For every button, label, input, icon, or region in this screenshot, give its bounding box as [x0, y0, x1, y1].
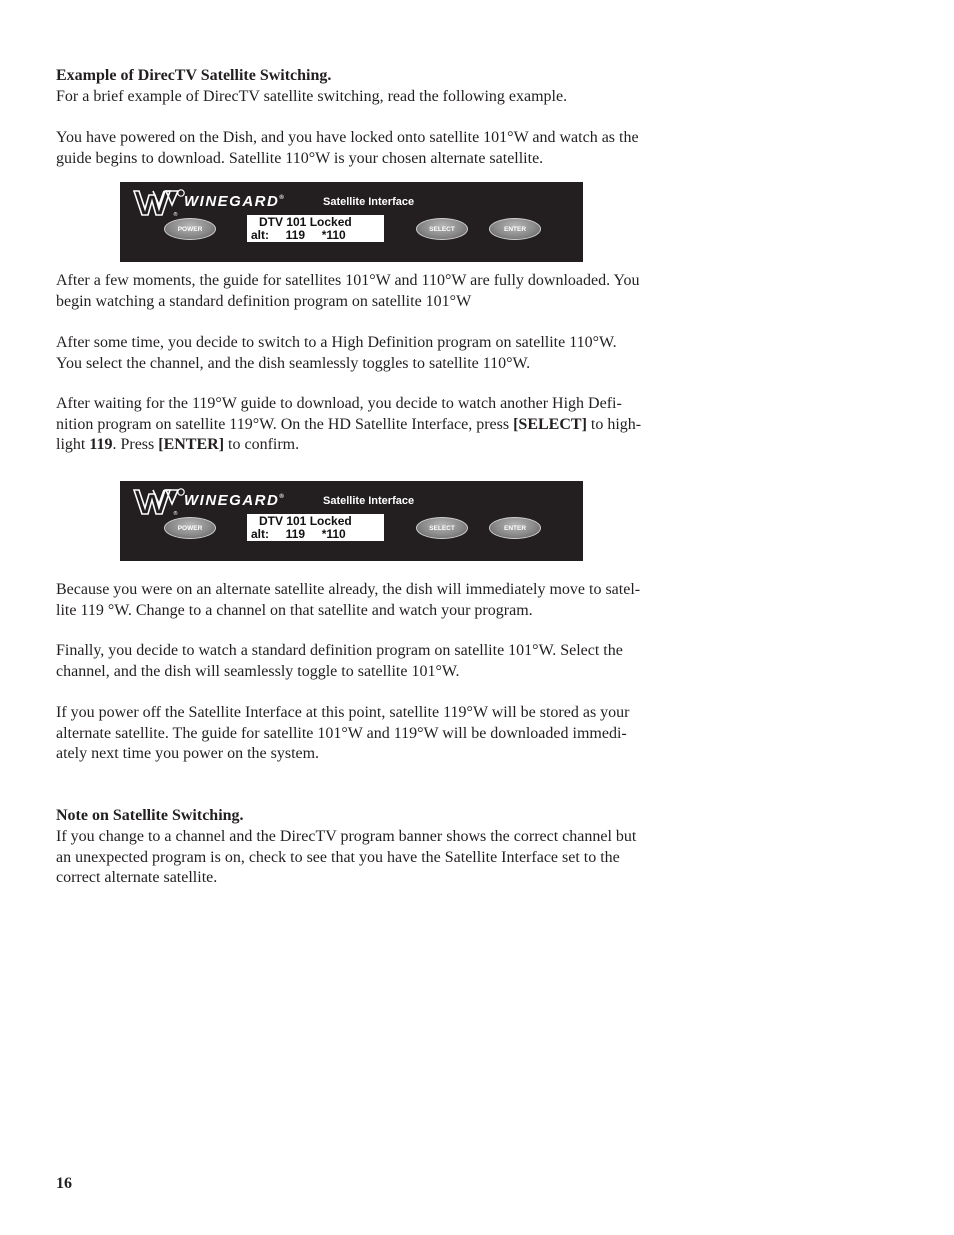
text-line: Because you were on an alternate satellite already, the dish will immediately move to satel-	[56, 581, 641, 598]
panel-subtitle: Satellite Interface	[323, 495, 415, 507]
enter-button[interactable]: ENTER	[489, 517, 541, 539]
select-button[interactable]: SELECT	[416, 218, 468, 240]
paragraph-2	[56, 271, 696, 312]
section-heading-note: Note on Satellite Switching.	[56, 807, 244, 824]
text-line: After a few moments, the guide for satellites 101°W and 110°W are fully downloaded. You	[56, 272, 640, 289]
lcd-alt-line: alt: 119 *110	[251, 526, 346, 541]
text-line: correct alternate satellite.	[56, 869, 218, 887]
text-segment: nition program on satellite 119°W. On the HD Satellite Interface, press	[56, 415, 514, 433]
lcd-display	[247, 514, 384, 541]
text-segment: . Press	[112, 436, 159, 454]
power-button[interactable]: POWER	[164, 517, 216, 539]
lcd-status-line: DTV 101 Locked	[259, 215, 352, 229]
text-line: an unexpected program is on, check to see that you have the Satellite Interface set to the	[56, 848, 620, 866]
text-line: If you power off the Satellite Interface at this point, satellite 119°W will be stored as your	[56, 704, 630, 721]
lcd-alt-line: alt: 119 *110	[251, 227, 346, 242]
text-line: Finally, you decide to watch a standard definition program on satellite 101°W. Select the	[56, 642, 623, 659]
satellite-interface-panel	[120, 481, 583, 561]
brand-name: WINEGARD®	[184, 492, 284, 509]
text-segment: light	[56, 436, 90, 454]
select-button[interactable]: SELECT	[416, 517, 468, 539]
enter-button[interactable]: ENTER	[489, 218, 541, 240]
text-line: ately next time you power on the system.	[56, 745, 320, 763]
paragraph-6	[56, 641, 696, 682]
paragraph-3	[56, 333, 696, 374]
paragraph-1	[56, 128, 696, 169]
paragraph-4	[56, 394, 696, 456]
winegard-logo-icon	[133, 488, 185, 516]
page-number: 16	[56, 1175, 72, 1192]
text-line: You have powered on the Dish, and you have locked onto satellite 101°W and watch as the	[56, 129, 639, 146]
text-line: guide begins to download. Satellite 110°W is your chosen alternate satellite.	[56, 149, 544, 167]
section-heading-example: Example of DirecTV Satellite Switching.	[56, 67, 332, 84]
text-line: If you change to a channel and the DirecTV program banner shows the correct channel but	[56, 828, 637, 845]
winegard-logo-icon	[133, 189, 185, 217]
text-segment: to confirm.	[224, 436, 300, 454]
text-line: You select the channel, and the dish seamlessly toggles to satellite 110°W.	[56, 354, 531, 372]
text-segment: to high-	[586, 415, 642, 433]
text-line: After waiting for the 119°W guide to download, you decide to watch another High Defi-	[56, 395, 622, 412]
power-button[interactable]: POWER	[164, 218, 216, 240]
text-line: channel, and the dish will seamlessly toggle to satellite 101°W.	[56, 662, 460, 680]
lcd-display	[247, 215, 384, 242]
lcd-status-line: DTV 101 Locked	[259, 514, 352, 528]
satellite-interface-panel	[120, 182, 583, 262]
panel-subtitle: Satellite Interface	[323, 196, 415, 208]
paragraph-7	[56, 703, 696, 765]
svg-text:®: ®	[173, 212, 178, 217]
text-line: alternate satellite. The guide for satellite 101°W and 119°W will be downloaded immedi-	[56, 724, 627, 742]
note-paragraph	[56, 827, 696, 889]
svg-text:®: ®	[173, 511, 178, 516]
intro-text: For a brief example of DirecTV satellite switching, read the following example.	[56, 88, 568, 105]
enter-key-label: [ENTER]	[158, 436, 225, 454]
text-line: begin watching a standard definition program on satellite 101°W	[56, 292, 472, 310]
select-key-label: [SELECT]	[513, 415, 587, 433]
text-line: After some time, you decide to switch to a High Definition program on satellite 110°W.	[56, 334, 617, 351]
paragraph-5	[56, 580, 696, 621]
satellite-number: 119	[89, 436, 113, 454]
text-line: lite 119 °W. Change to a channel on that satellite and watch your program.	[56, 601, 533, 619]
brand-name: WINEGARD®	[184, 193, 284, 210]
